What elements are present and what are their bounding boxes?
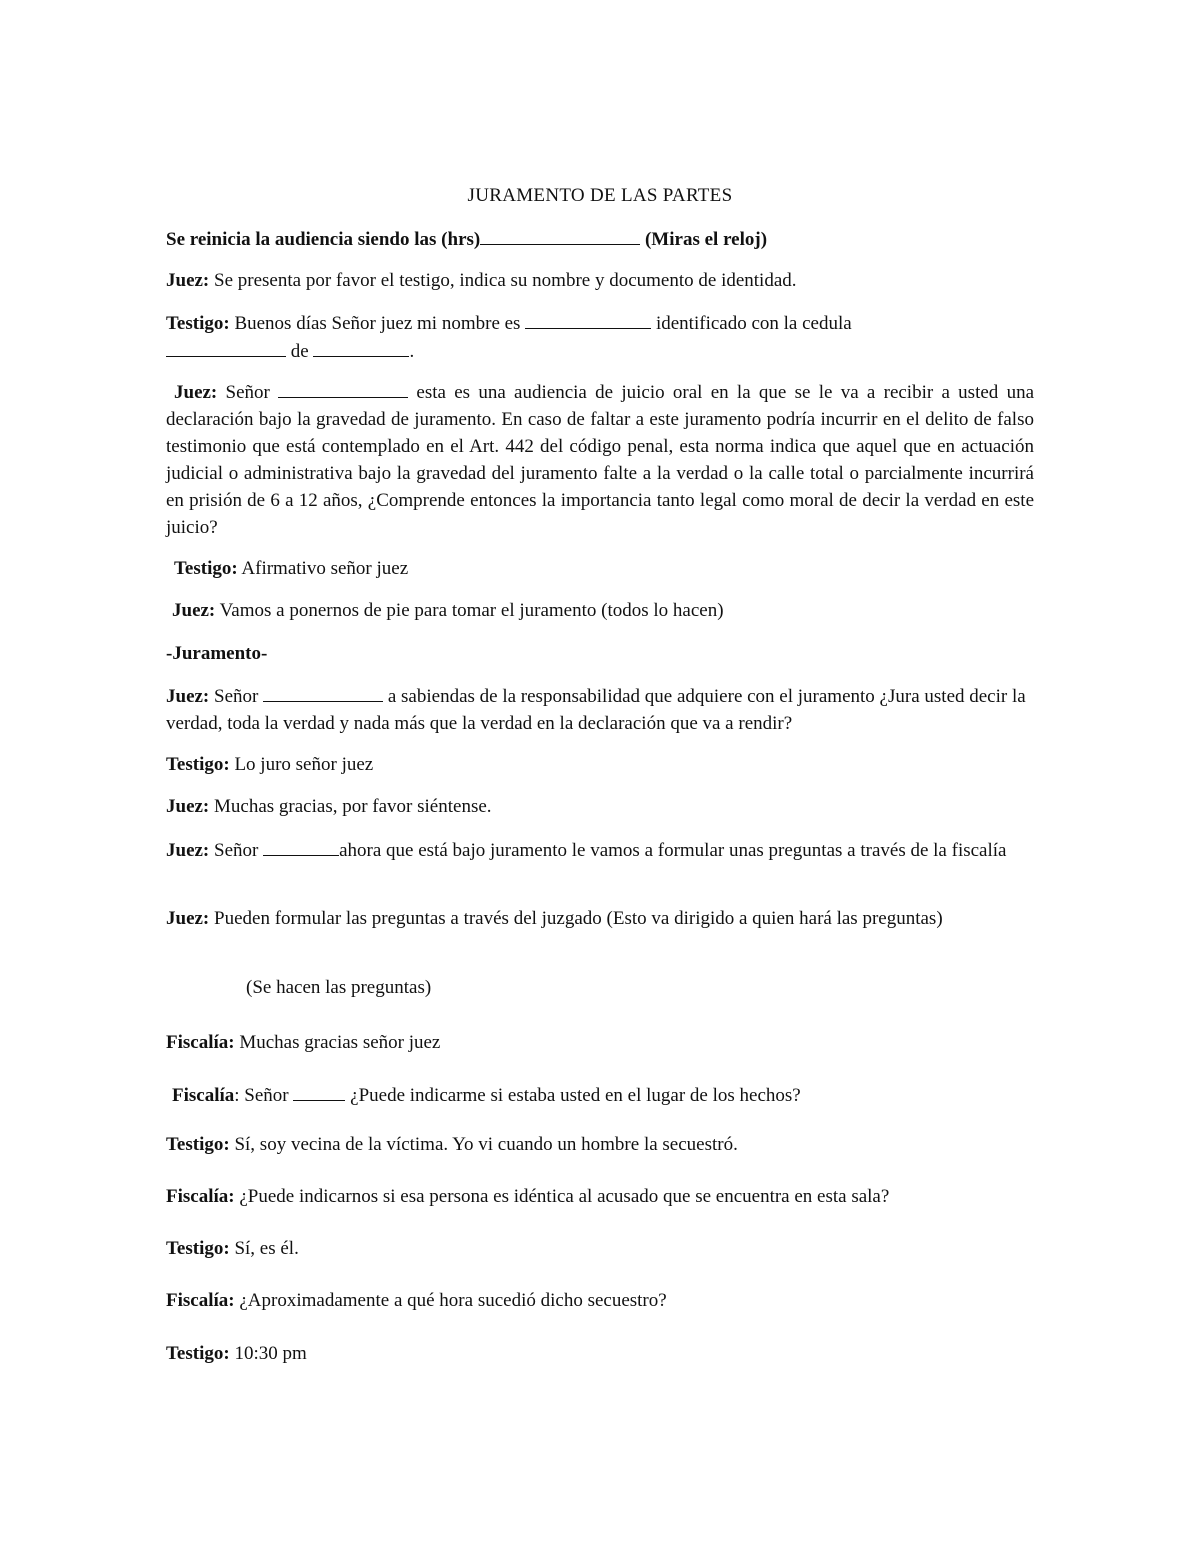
paragraph-text: Vamos a ponernos de pie para tomar el juramento (todos lo hacen) [215, 600, 724, 621]
paragraph-juez-1 [166, 267, 1034, 294]
speaker-label: Fiscalía: [166, 1032, 235, 1053]
name-blank [263, 682, 383, 702]
paragraph-testigo-4 [166, 1131, 1034, 1158]
paragraph-testigo-1 [166, 309, 1034, 365]
speaker-label: Testigo: [166, 754, 230, 775]
name-blank [263, 836, 339, 856]
speaker-label: Juez: [166, 840, 210, 861]
speaker-label: Fiscalía: [166, 1290, 235, 1311]
paragraph-testigo-2 [166, 555, 1034, 582]
time-blank [480, 225, 640, 245]
paragraph-fiscalia-1 [166, 1029, 1034, 1056]
speaker-label: Fiscalía [172, 1085, 235, 1106]
speaker-label: Juez: [166, 908, 210, 929]
paragraph-text: identificado con la cedula [651, 313, 852, 334]
paragraph-text: ¿Puede indicarnos si esa persona es idéntica al acusado que se encuentra en esta sala? [234, 1186, 890, 1207]
paragraph-text: Afirmativo señor juez [237, 558, 409, 579]
name-blank [278, 378, 408, 398]
speaker-label: Juez: [166, 270, 210, 291]
paragraph-text: ¿Aproximadamente a qué hora sucedió dicho secuestro? [234, 1290, 667, 1311]
paragraph-text: : Señor [234, 1085, 294, 1106]
intro-line [166, 225, 1034, 253]
intro-text: Se reinicia la audiencia siendo las (hrs) [166, 229, 481, 250]
id-blank [166, 337, 286, 357]
paragraph-text: Muchas gracias, por favor siéntense. [209, 796, 492, 817]
name-blank [293, 1081, 345, 1101]
paragraph-text: Señor [217, 382, 279, 403]
paragraph-testigo-5 [166, 1235, 1034, 1262]
speaker-label: Juez: [166, 796, 210, 817]
paragraph-text: Sí, es él. [229, 1238, 299, 1259]
section-heading: -Juramento- [166, 643, 268, 664]
paragraph-juez-5 [166, 793, 1034, 820]
paragraph-text: Lo juro señor juez [229, 754, 374, 775]
speaker-label: Juez: [166, 686, 210, 707]
paragraph-text: a sabiendas de la responsabilidad que adquiere con el juramento ¿Jura usted decir la verdad, toda la verdad y nada más que la verdad en la declaración que va a rendir? [166, 686, 1026, 734]
speaker-label: Juez: [174, 382, 218, 403]
paragraph-fiscalia-3 [166, 1183, 1034, 1210]
paragraph-juez-4 [166, 682, 1034, 737]
paragraph-testigo-3 [166, 751, 1034, 778]
paragraph-text: de [286, 341, 314, 362]
paragraph-juez-7 [166, 905, 986, 932]
paragraph-text: 10:30 pm [229, 1343, 307, 1364]
paragraph-juez-2 [166, 378, 1034, 541]
speaker-label: Testigo: [174, 558, 238, 579]
paragraph-text: Muchas gracias señor juez [234, 1032, 441, 1053]
speaker-label: Testigo: [166, 1238, 230, 1259]
speaker-label: Testigo: [166, 1343, 230, 1364]
paragraph-text: Señor [209, 686, 264, 707]
paragraph-text: Buenos días Señor juez mi nombre es [229, 313, 526, 334]
name-blank [525, 309, 651, 329]
speaker-label: Fiscalía: [166, 1186, 235, 1207]
paragraph-fiscalia-4 [166, 1287, 1034, 1314]
paragraph-juez-6 [166, 836, 1034, 864]
paragraph-testigo-6 [166, 1340, 1034, 1367]
paragraph-text: esta es una audiencia de juicio oral en la que se le va a recibir a usted una declaración bajo la gravedad de juramento. En caso de faltar a este juramento podría incurrir en el delito de falso testimonio que está contemplado en el Art. 442 del código penal, esta norma indica que aquel que en actuación judicial o administrativa bajo la gravedad del juramento falte a la verdad o la calle total o parcialmente incurrirá en prisión de 6 a 12 años, ¿Comprende entonces la importancia tanto legal como moral de decir la verdad en este juicio? [166, 382, 1034, 538]
intro-note: (Miras el reloj) [640, 229, 768, 250]
paragraph-text: . [409, 341, 415, 362]
paragraph-text: Pueden formular las preguntas a través del juzgado (Esto va dirigido a quien hará las preguntas) [209, 908, 943, 929]
speaker-label: Testigo: [166, 1134, 230, 1155]
speaker-label: Juez: [172, 600, 216, 621]
place-blank [313, 337, 409, 357]
paragraph-fiscalia-2 [166, 1081, 1034, 1109]
paragraph-text: ahora que está bajo juramento le vamos a formular unas preguntas a través de la fiscalía [339, 840, 1007, 861]
document-title: JURAMENTO DE LAS PARTES [467, 185, 733, 206]
speaker-label: Testigo: [166, 313, 230, 334]
paragraph-text: Sí, soy vecina de la víctima. Yo vi cuando un hombre la secuestró. [229, 1134, 738, 1155]
paragraph-juez-3 [166, 597, 1034, 624]
paragraph-text: ¿Puede indicarme si estaba usted en el lugar de los hechos? [345, 1085, 801, 1106]
paragraph-text: Señor [209, 840, 264, 861]
stage-direction: (Se hacen las preguntas) [246, 977, 432, 998]
paragraph-text: Se presenta por favor el testigo, indica su nombre y documento de identidad. [209, 270, 797, 291]
